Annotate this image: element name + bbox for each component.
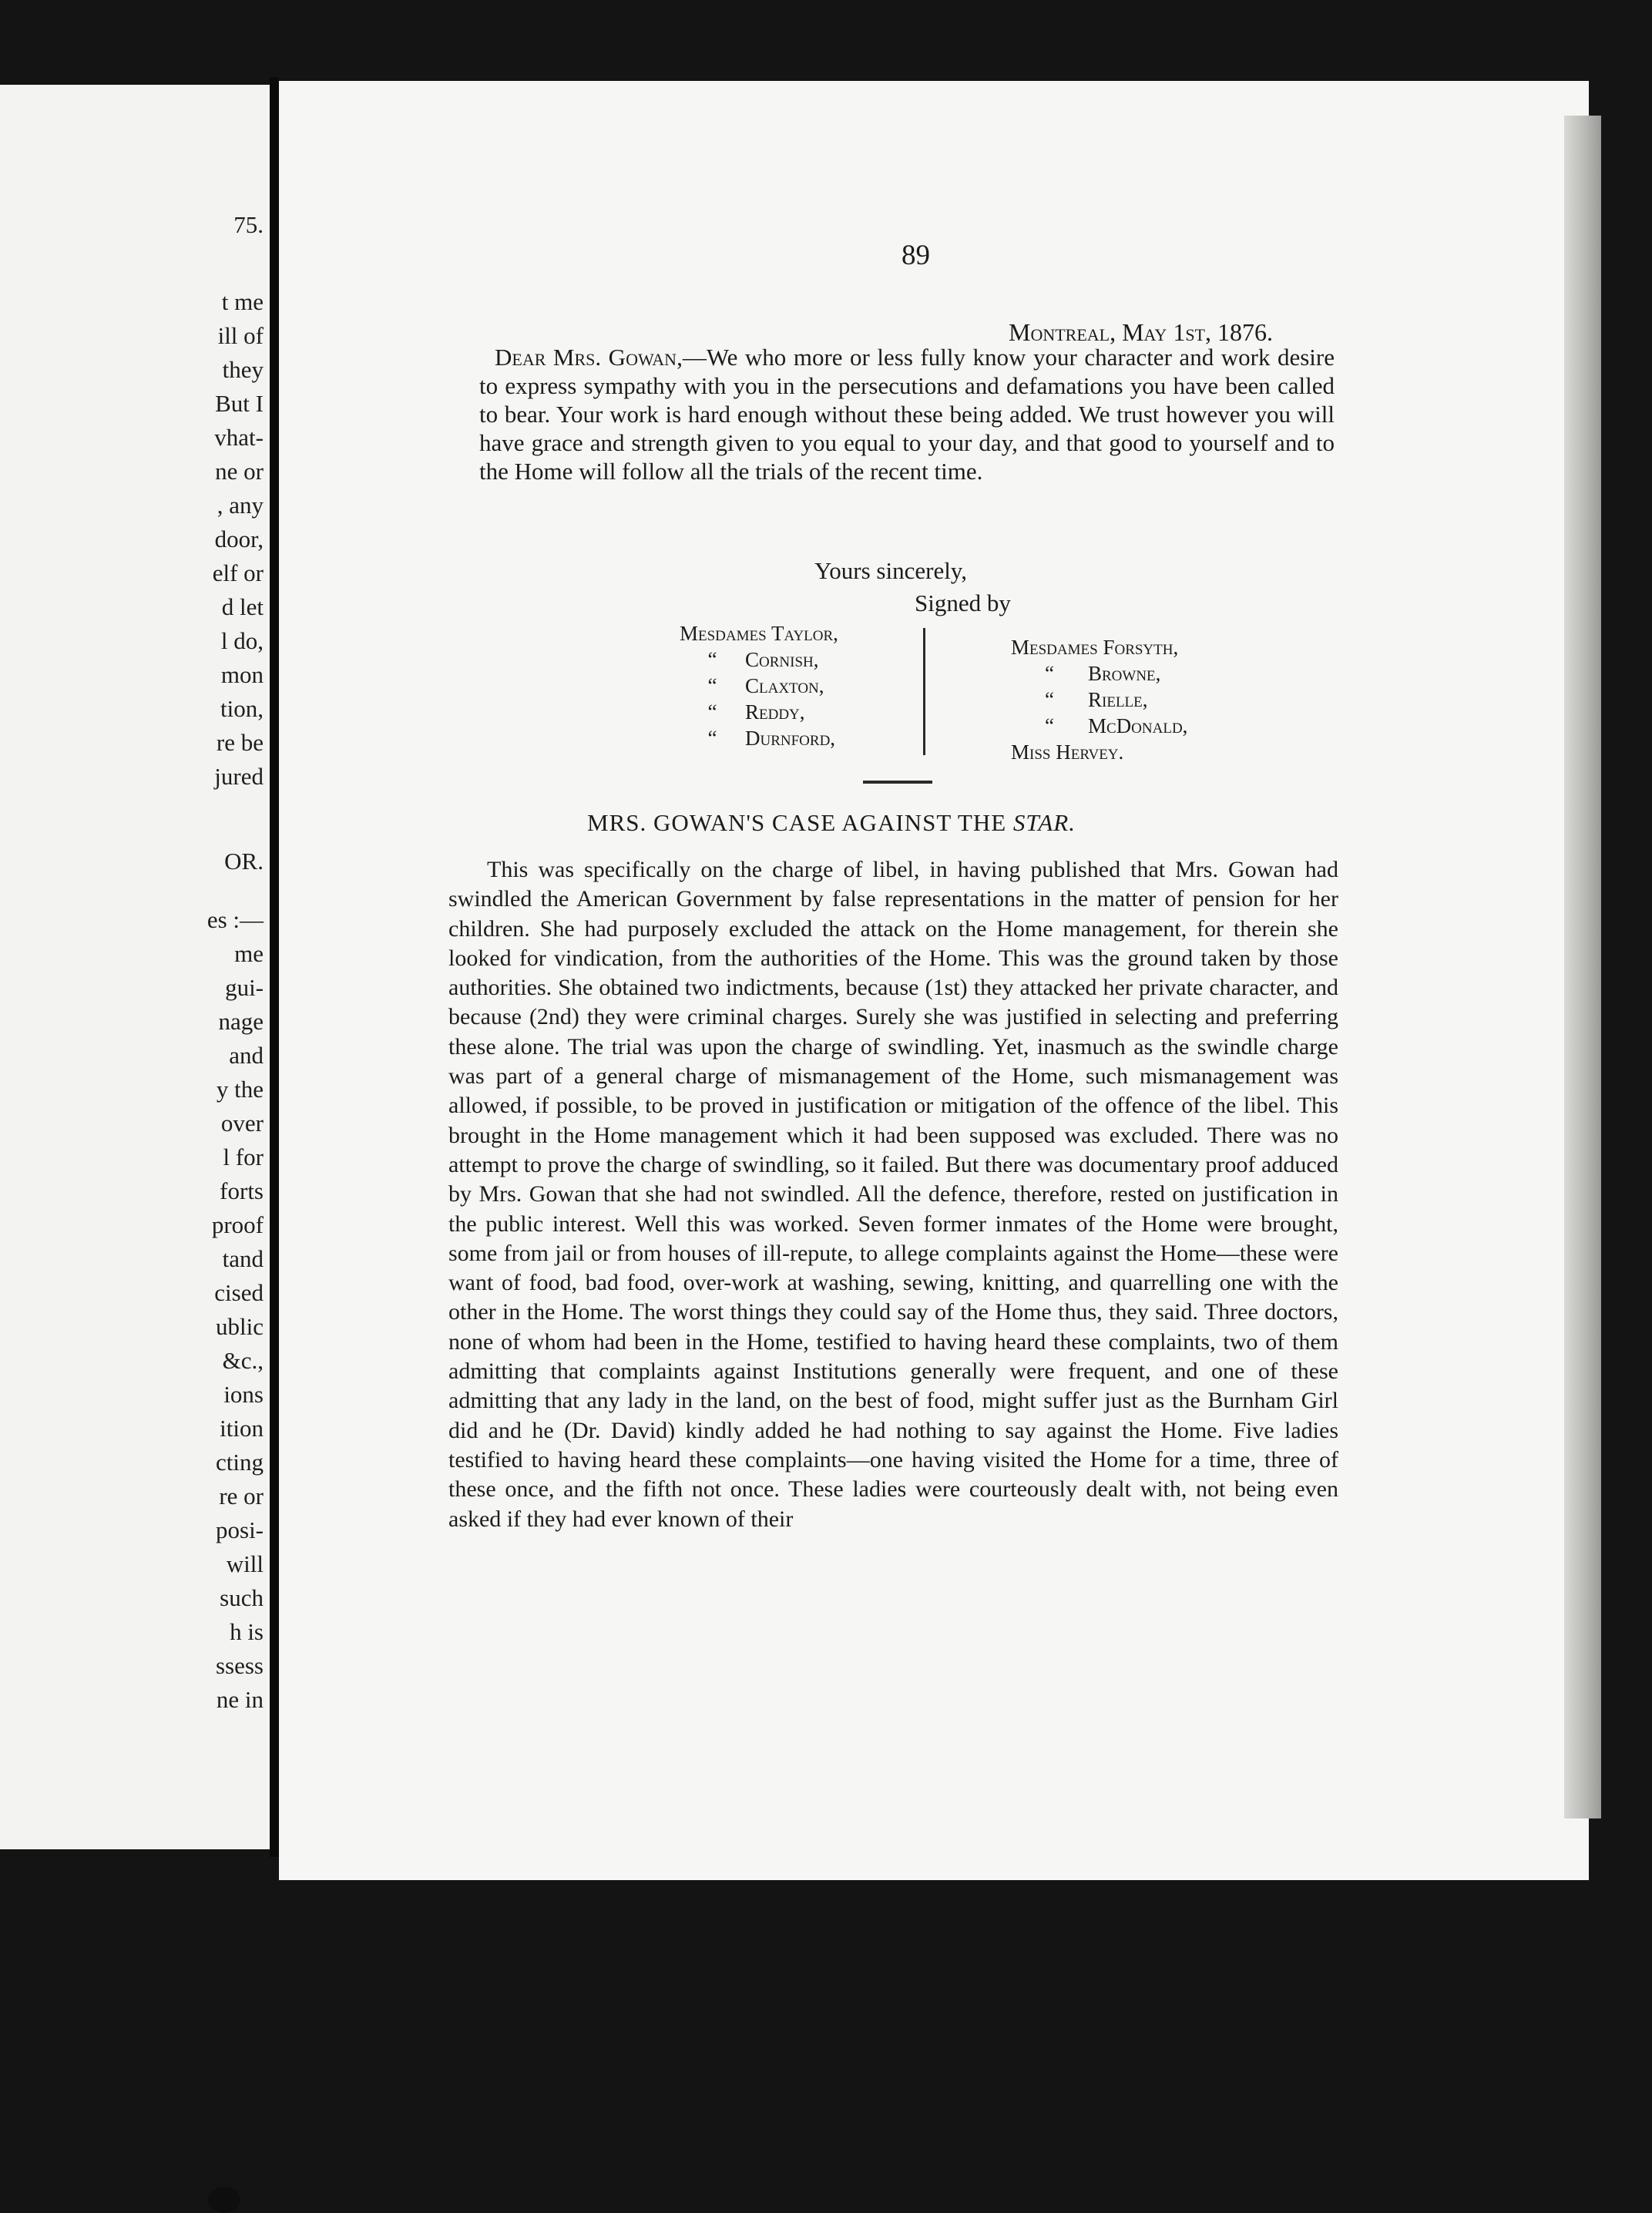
letter-closing: Yours sincerely, — [814, 557, 968, 584]
left-page-fragment: d let — [221, 593, 264, 620]
signer-name: McDonald, — [1088, 714, 1188, 737]
signer-row — [680, 699, 1026, 725]
left-page-fragment: re be — [216, 729, 264, 756]
left-page-fragment: l for — [223, 1143, 264, 1170]
signer-row — [680, 620, 1026, 646]
letter-text: —We who more or less fully know your character and work desire to express sympathy with you in the persecutions and defamations you have been called to bear. Your work is hard enough without these being added. We trust however you will have grace and strength given to you equal to your day, and that good to yourself and to the Home will follow all the trials of the recent time. — [479, 344, 1335, 485]
left-page-fragment: es :— — [206, 906, 264, 933]
left-page-fragment: ions — [223, 1381, 264, 1408]
signer-name: Miss Hervey. — [1011, 740, 1124, 764]
left-page-fragment: me — [234, 940, 264, 967]
signer-row — [1011, 687, 1319, 713]
signer-row — [680, 725, 1026, 751]
signer-row — [1011, 739, 1319, 765]
left-page-fragment: OR. — [224, 848, 264, 875]
signer-name: Taylor, — [771, 622, 838, 645]
signer-row — [1011, 713, 1319, 739]
left-page-fragment: nage — [218, 1008, 264, 1035]
left-page-fragment: posi- — [216, 1516, 264, 1543]
section-title-main: MRS. GOWAN'S CASE AGAINST THE — [587, 809, 1013, 836]
left-page-fragment: , any — [217, 492, 264, 519]
left-page-fragment: proof — [211, 1211, 264, 1238]
left-page-fragment: over — [220, 1110, 264, 1137]
left-page-fragment: But I — [215, 390, 264, 417]
signers-right-column — [1011, 634, 1319, 765]
book-gutter — [270, 77, 279, 1857]
left-page-fragment: door, — [214, 526, 264, 552]
left-page-fragment: h is — [230, 1618, 264, 1645]
signer-name: Cornish, — [745, 648, 819, 671]
left-page-fragment: vhat- — [214, 424, 264, 451]
left-page-fragment: l do, — [220, 627, 264, 654]
signer-row — [1011, 634, 1319, 660]
signer-prefix: Mesdames — [1011, 636, 1098, 659]
left-page-fragment: ill of — [217, 322, 264, 349]
left-page-fragment: t me — [221, 288, 264, 315]
left-page-fragment: jured — [214, 763, 264, 790]
ditto-mark: “ — [1045, 688, 1054, 711]
left-page-fragment: will — [226, 1550, 264, 1577]
ditto-mark: “ — [1045, 662, 1054, 685]
signer-row — [680, 673, 1026, 699]
signer-row — [680, 646, 1026, 673]
left-page-fragment: elf or — [212, 559, 264, 586]
corner-blemish — [208, 2187, 240, 2213]
letter-body — [479, 343, 1335, 485]
left-page-fragment: ublic — [216, 1313, 264, 1340]
article-body: This was specifically on the charge of libel, in having published that Mrs. Gowan had swindled the American Government by false representations in the matter of pension for her children. She had purposely excluded the attack on the Home management, for therein she looked for vindication, from the authorities of the Home. This was the ground taken by those authorities. She obtained two indictments, because (1st) they attacked her private character, and because (2nd) they were criminal charges. Surely she was justified in selecting and preferring these alone. The trial was upon the charge of swindling. Yet, inasmuch as the swindle charge was part of a general charge of mismanagement of the Home, such mismanagement was allowed, if possible, to be proved in justification or mitigation of the offence of the libel. This brought in the Home management which it had been supposed was excluded. There was no attempt to prove the charge of swindling, so it failed. But there was documentary proof adduced by Mrs. Gowan that she had not swindled. All the defence, therefore, rested on justification in the public interest. Well this was worked. Seven former inmates of the Home were brought, some from jail or from houses of ill-repute, to allege complaints against the Home—these were want of food, bad food, over-work at washing, sewing, knitting, and quarrelling one with the other in the Home. The worst things they could say of the Home thus, they said. Three doctors, none of whom had been in the Home, testified to having heard these complaints, two of them admitting that complaints against Institutions generally were frequent, and one of these admitting that any lady in the land, on the best of food, might suffer just as the Burnham Girl did and he (Dr. David) kindly added he had nothing to say against the Home. Five ladies testified to having heard these complaints—one having visited the Home for a time, three of these once, and the fifth not once. These ladies were courteously dealt with, not being even asked if they had ever known of their — [448, 857, 1338, 1532]
left-page-fragment: and — [229, 1042, 264, 1069]
signer-name: Rielle, — [1088, 688, 1148, 711]
letter-salutation: Dear Mrs. Gowan, — [495, 344, 683, 371]
section-rule — [863, 781, 932, 784]
left-page-fragment: 75. — [233, 211, 264, 238]
signer-name: Claxton, — [745, 674, 824, 697]
signer-name: Durnford, — [745, 727, 836, 750]
left-page-fragment: y the — [216, 1076, 264, 1103]
signers-left-column — [680, 620, 1026, 751]
right-page — [279, 81, 1589, 1880]
signer-name: Forsyth, — [1103, 636, 1179, 659]
left-page-fragment: they — [222, 356, 264, 383]
left-page-fragment: ne in — [216, 1686, 264, 1713]
left-page-fragment: &c., — [222, 1347, 264, 1374]
signed-by-label: Signed by — [915, 589, 1011, 616]
section-title-emphasis: STAR. — [1012, 809, 1076, 836]
page-number: 89 — [902, 240, 930, 271]
left-page-fragment: tion, — [220, 695, 264, 722]
page-edge-stack — [1564, 116, 1601, 1818]
left-page-fragment: mon — [220, 661, 264, 688]
left-page-fragment: cised — [214, 1279, 264, 1306]
ditto-mark: “ — [707, 648, 717, 671]
ditto-mark: “ — [707, 727, 717, 750]
left-page-fragment: re or — [219, 1483, 264, 1509]
signature-divider — [923, 628, 925, 755]
signer-name: Browne, — [1088, 662, 1161, 685]
ditto-mark: “ — [1045, 714, 1054, 737]
left-page-fragment: gui- — [225, 974, 264, 1001]
left-page-fragment: ne or — [215, 458, 264, 485]
left-page-fragment: tand — [222, 1245, 264, 1272]
left-page-fragment: cting — [216, 1449, 264, 1476]
section-title — [587, 809, 1076, 837]
left-page-fragment: ition — [220, 1415, 264, 1442]
left-page-fragment: forts — [220, 1177, 264, 1204]
signer-row — [1011, 660, 1319, 687]
signer-prefix: Mesdames — [680, 622, 767, 645]
ditto-mark: “ — [707, 674, 717, 697]
left-page-fragment: ssess — [215, 1652, 264, 1679]
signer-name: Reddy, — [745, 700, 805, 724]
left-page-fragment: such — [220, 1584, 264, 1611]
left-page — [0, 85, 270, 1849]
letter-dateline: Montreal, May 1st, 1876. — [1009, 318, 1273, 346]
ditto-mark: “ — [707, 700, 717, 724]
